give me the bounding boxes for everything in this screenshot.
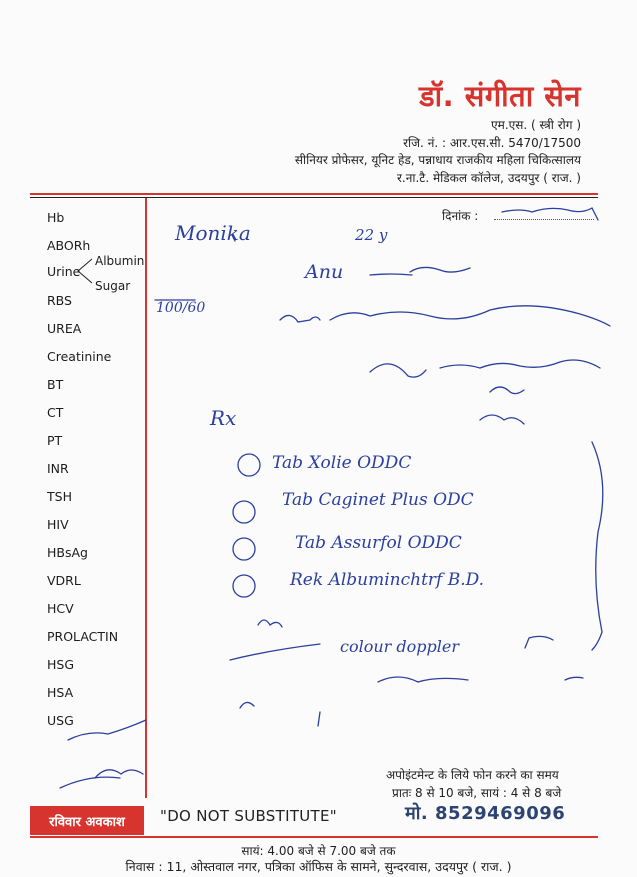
test-albumin: Albumin xyxy=(95,254,145,268)
test-creatinine: Creatinine xyxy=(47,349,112,364)
hw-note: colour doppler xyxy=(340,637,459,656)
hw-rx: Rx xyxy=(210,406,237,430)
registration-number: रजि. नं. : आर.एस.सी. 5470/17500 xyxy=(403,136,581,150)
test-hsg: HSG xyxy=(47,657,75,672)
hw-med-3: Tab Assurfol ODDC xyxy=(295,533,462,553)
doctor-position: सीनियर प्रोफेसर, यूनिट हेड, पन्नाधाय राजकीय महिला चिकित्सालय xyxy=(294,153,581,167)
evening-hours: सायं: 4.00 बजे से 7.00 बजे तक xyxy=(241,844,396,858)
test-hcv: HCV xyxy=(47,601,74,616)
test-ct: CT xyxy=(47,405,64,420)
date-label: दिनांक : xyxy=(442,209,479,223)
footer-divider-red xyxy=(30,836,598,838)
test-hsa: HSA xyxy=(47,685,74,700)
test-usg: USG xyxy=(47,713,74,728)
doctor-qualification: एम.एस. ( स्त्री रोग ) xyxy=(491,118,581,132)
hw-patient-name: Monika xyxy=(175,221,251,245)
appointment-times: प्रातः 8 से 10 बजे, सायं : 4 से 8 बजे xyxy=(392,786,562,800)
doctor-name: डॉ. संगीता सेन xyxy=(419,79,581,113)
test-urea: UREA xyxy=(47,321,82,336)
test-sugar: Sugar xyxy=(95,279,131,293)
test-tsh: TSH xyxy=(47,489,72,504)
hw-husband: Anu xyxy=(305,261,344,283)
residence-address: निवास : 11, ओस्तवाल नगर, पत्रिका ऑफिस के सामने, सुन्दरवास, उदयपुर ( राज. ) xyxy=(125,859,512,874)
test-vdrl: VDRL xyxy=(47,573,81,588)
institution: र.ना.टै. मेडिकल कॉलेज, उदयपुर ( राज. ) xyxy=(396,171,581,185)
do-not-substitute: "DO NOT SUBSTITUTE" xyxy=(160,807,337,825)
test-hb: Hb xyxy=(47,210,65,225)
hw-med-2: Tab Caginet Plus ODC xyxy=(282,490,474,510)
hw-med-1: Tab Xolie ODDC xyxy=(272,453,412,473)
mobile-number: मो. 8529469096 xyxy=(405,803,566,824)
test-bt: BT xyxy=(47,377,64,392)
test-hbsag: HBsAg xyxy=(47,545,88,560)
sunday-closed-badge: रविवार अवकाश xyxy=(30,806,144,835)
test-urine: Urine xyxy=(47,264,81,279)
test-aborh: ABORh xyxy=(47,238,91,253)
test-rbs: RBS xyxy=(47,293,72,308)
hw-med-4: Rek Albuminchtrf B.D. xyxy=(290,570,485,590)
test-prolactin: PROLACTIN xyxy=(47,629,119,644)
hw-age: 22 y xyxy=(355,226,388,244)
test-hiv: HIV xyxy=(47,517,69,532)
test-pt: PT xyxy=(47,433,63,448)
test-inr: INR xyxy=(47,461,69,476)
hw-bp: 100/60 xyxy=(156,300,206,316)
appointment-title: अपोइंटमेन्ट के लिये फोन करने का समय xyxy=(386,768,559,782)
